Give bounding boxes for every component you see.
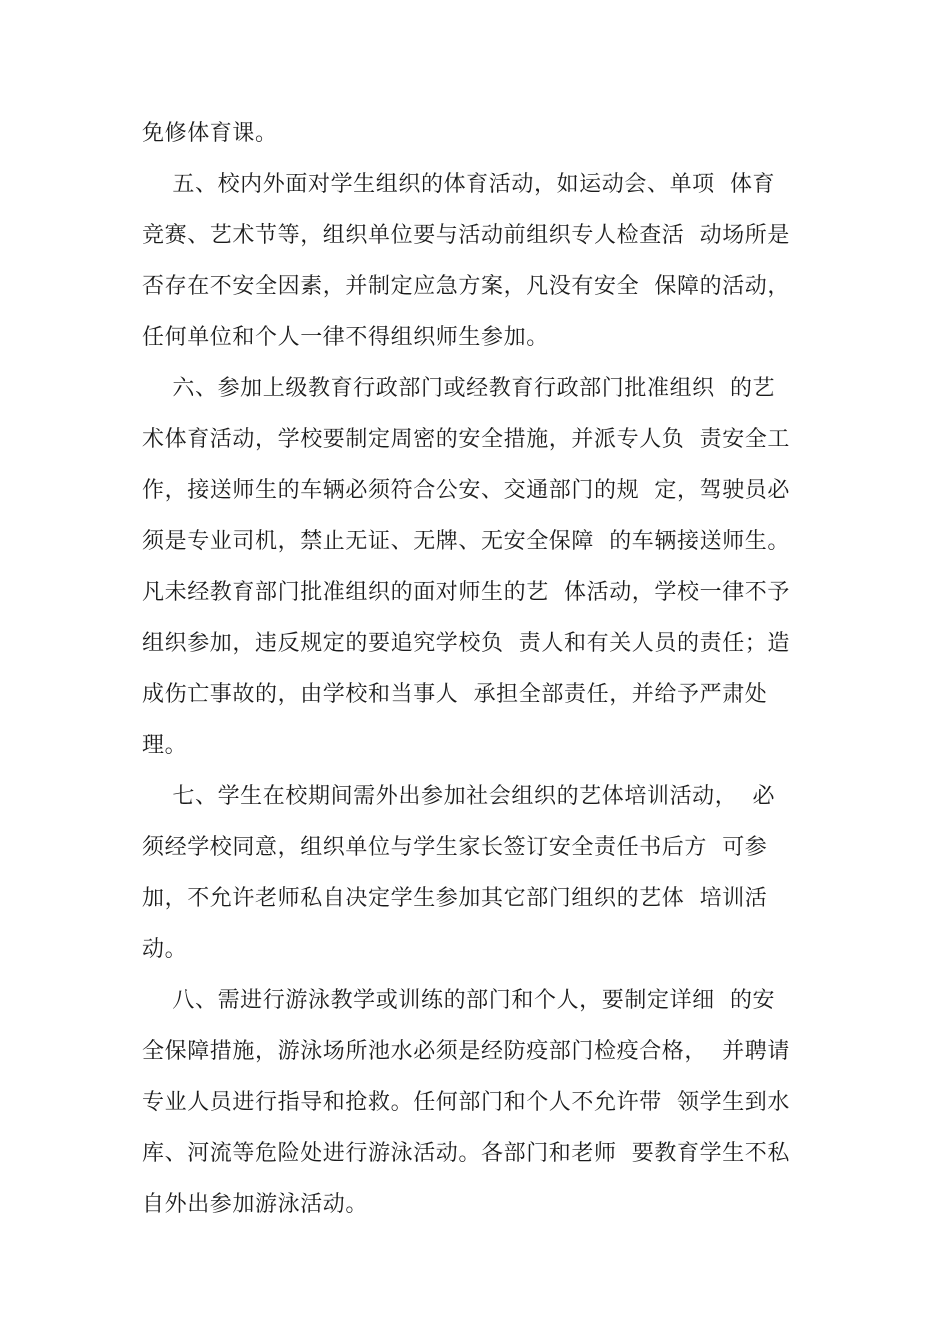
text-line: 理。 [142,733,188,758]
text-line: 竞赛、艺术节等，组织单位要与活动前组织专人检查活 动场所是 [142,223,790,248]
text-line: 八、需进行游泳教学或训练的部门和个人，要制定详细 的安 [142,988,776,1013]
text-line: 凡未经教育部门批准组织的面对师生的艺 体活动，学校一律不予 [142,580,790,605]
text-line: 作，接送师生的车辆必须符合公安、交通部门的规 定，驾驶员必 [142,478,790,503]
text-line: 全保障措施，游泳场所池水必须是经防疫部门检疫合格， 并聘请 [142,1039,790,1064]
text-line: 须是专业司机，禁止无证、无牌、无安全保障 的车辆接送师生。 [142,529,790,554]
text-line: 库、河流等危险处进行游泳活动。各部门和老师 要教育学生不私 [142,1141,790,1166]
text-line: 免修体育课。 [142,121,278,146]
text-line: 成伤亡事故的，由学校和当事人 承担全部责任，并给予严肃处 [142,682,768,707]
text-line: 专业人员进行指导和抢救。任何部门和个人不允许带 领学生到水 [142,1090,790,1115]
text-line: 任何单位和个人一律不得组织师生参加。 [142,325,549,350]
document-body [142,108,842,1230]
text-line: 五、校内外面对学生组织的体育活动，如运动会、单项 体育 [142,172,776,197]
text-line: 自外出参加游泳活动。 [142,1192,369,1217]
text-line: 术体育活动，学校要制定周密的安全措施，并派专人负 责安全工 [142,427,790,452]
text-line: 动。 [142,937,188,962]
text-line: 组织参加，违反规定的要追究学校负 责人和有关人员的责任；造 [142,631,790,656]
text-line: 六、参加上级教育行政部门或经教育行政部门批准组织 的艺 [142,376,776,401]
text-line: 否存在不安全因素，并制定应急方案，凡没有安全 保障的活动， [142,274,790,299]
text-line: 加，不允许老师私自决定学生参加其它部门组织的艺体 培训活 [142,886,768,911]
text-line: 须经学校同意，组织单位与学生家长签订安全责任书后方 可参 [142,835,768,860]
text-line: 七、学生在校期间需外出参加社会组织的艺体培训活动， 必 [142,784,776,809]
